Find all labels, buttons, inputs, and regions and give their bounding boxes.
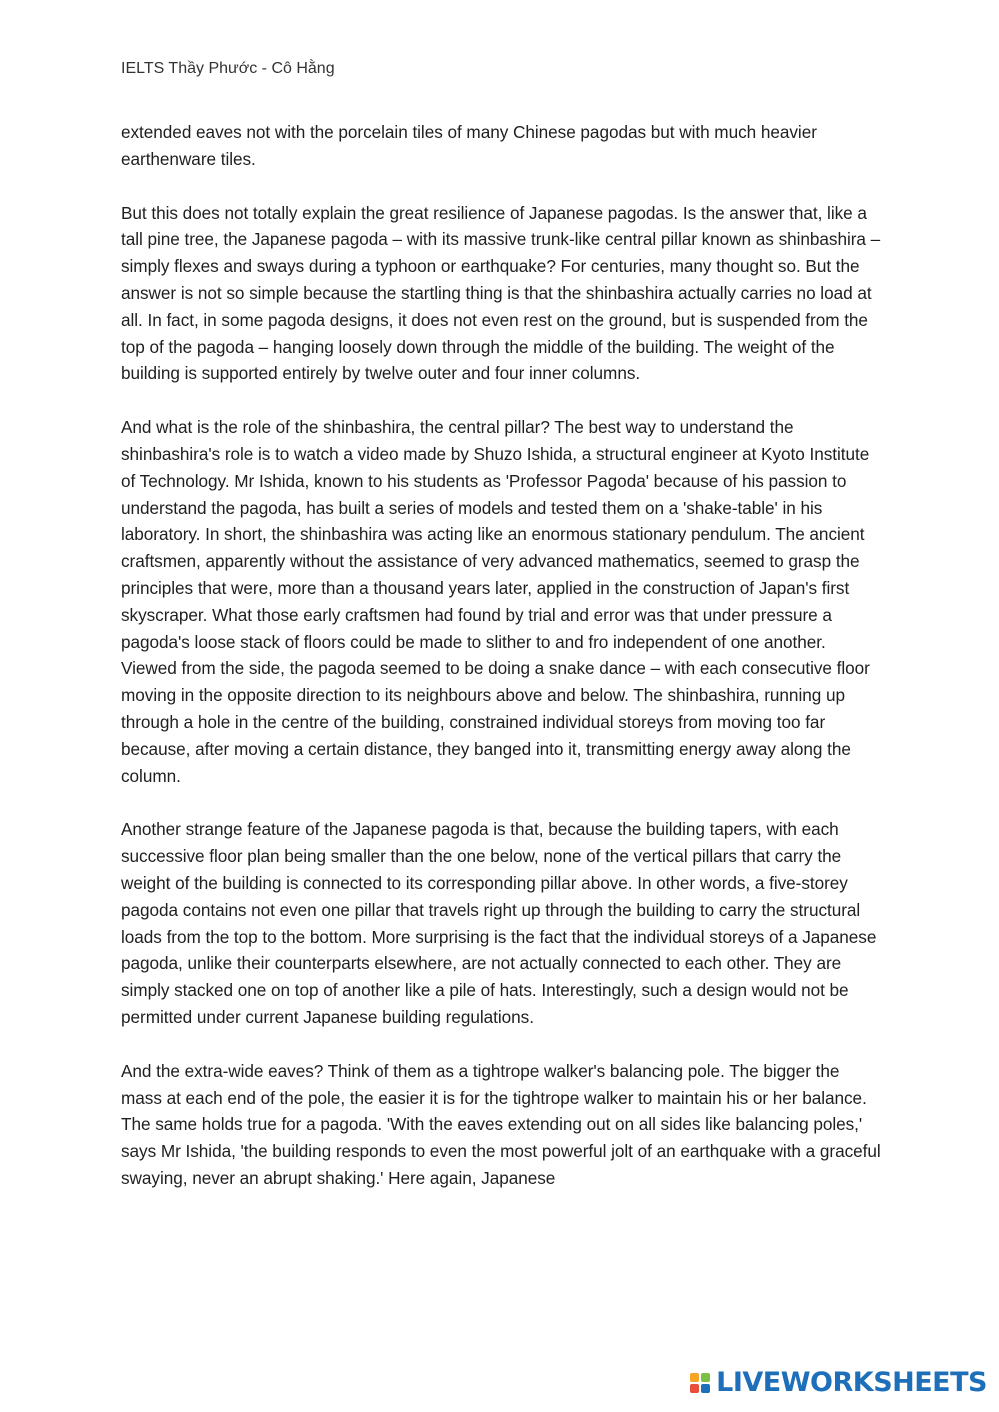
brand-text: LIVEWORKSHEETS	[716, 1367, 987, 1398]
paragraph-4: Another strange feature of the Japanese pagoda is that, because the building tapers, with each successive floor plan being smaller than the one below, none of the vertical pillars that carry the weight of the building is connected to its corresponding pillar above. In other words, a five-storey pagoda contains not even one pillar that travels right up through the building to carry the structural loads from the top to the bottom. More surprising is the fact that the individual storeys of a Japanese pagoda, unlike their counterparts elsewhere, are not actually connected to each other. They are simply stacked one on top of another like a pile of hats. Interestingly, such a design would not be permitted under current Japanese building regulations.	[121, 819, 877, 1027]
paragraph-3: And what is the role of the shinbashira, the central pillar? The best way to understand the shinbashira's role is to watch a video made by Shuzo Ishida, a structural engineer at Kyoto Institute of Technology. Mr Ishida, known to his students as 'Professor Pagoda' because of his passion to understand the pagoda, has built a series of models and tested them on a 'shake-table' in his laboratory. In short, the shinbashira was acting like an enormous stationary pendulum. The ancient craftsmen, apparently without the assistance of very advanced mathematics, seemed to grasp the principles that were, more than a thousand years later, applied in the construction of Japan's first skyscraper. What those early craftsmen had found by trial and error was that under pressure a pagoda's loose stack of floors could be made to slither to and fro independent of one another. Viewed from the side, the pagoda seemed to be doing a snake dance – with each consecutive floor moving in the opposite direction to its neighbours above and below. The shinbashira, running up through a hole in the centre of the building, constrained individual storeys from moving too far because, after moving a certain distance, they banged into it, transmitting energy away along the column.	[121, 417, 870, 786]
liveworksheets-logo[interactable]	[690, 1367, 987, 1398]
page-header: IELTS Thầy Phước - Cô Hằng	[121, 60, 335, 77]
paragraph-5: And the extra-wide eaves? Think of them as a tightrope walker's balancing pole. The bigger the mass at each end of the pole, the easier it is for the tightrope walker to maintain his or her balance. The same holds true for a pagoda. 'With the eaves extending out on all sides like balancing poles,' says Mr Ishida, 'the building responds to even the most powerful jolt of an earthquake with a graceful swaying, never an abrupt shaking.' Here again, Japanese	[121, 1060, 881, 1188]
paragraph-2: But this does not totally explain the great resilience of Japanese pagodas. Is the answer that, like a tall pine tree, the Japanese pagoda – with its massive trunk-like central pillar known as shinbashira – simply flexes and sways during a typhoon or earthquake? For centuries, many thought so. But the answer is not so simple because the startling thing is that the shinbashira actually carries no load at all. In fact, in some pagoda designs, it does not even rest on the ground, but is suspended from the top of the pagoda – hanging loosely down through the middle of the building. The weight of the building is supported entirely by twelve outer and four inner columns.	[121, 202, 881, 384]
liveworksheets-mark-icon	[690, 1373, 710, 1393]
paragraph-1: extended eaves not with the porcelain tiles of many Chinese pagodas but with much heavier earthenware tiles.	[121, 122, 817, 169]
logo-square-v	[690, 1384, 699, 1393]
logo-square-e	[701, 1384, 710, 1393]
article-body	[121, 119, 881, 1219]
logo-square-i	[701, 1373, 710, 1382]
logo-square-l	[690, 1373, 699, 1382]
